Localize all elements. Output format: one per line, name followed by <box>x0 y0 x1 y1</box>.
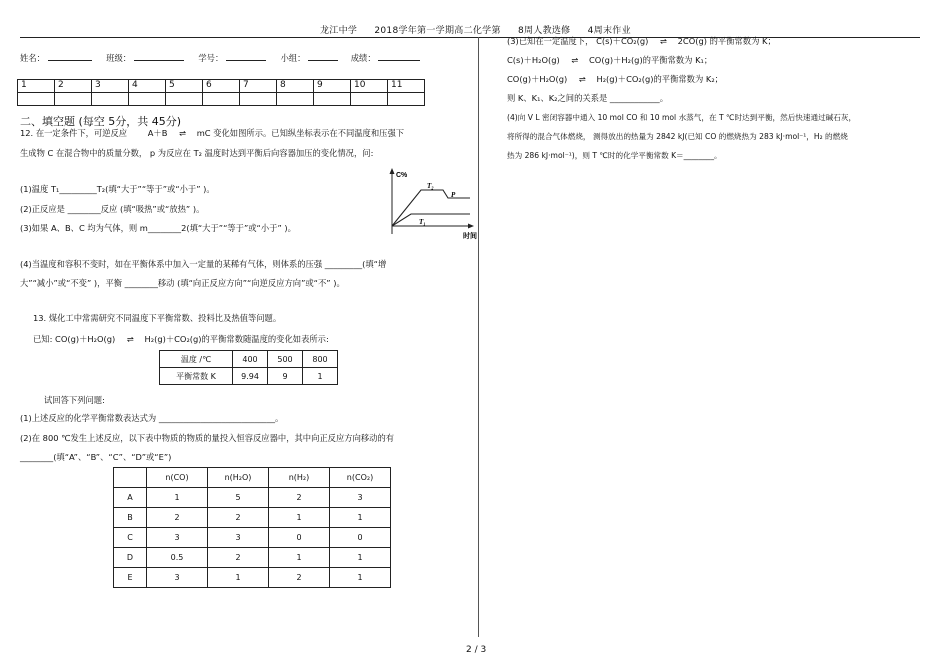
q12-graph <box>385 168 480 240</box>
table2-cell: 2 <box>208 548 269 568</box>
name-label: 姓名： <box>20 53 45 63</box>
p3-line4: 则 K、K₁、K₂之间的关系是 ____________。 <box>507 93 669 103</box>
table1-cell: 9.94 <box>233 368 268 385</box>
answer-cell[interactable] <box>18 93 55 106</box>
answer-cell[interactable] <box>92 93 129 106</box>
q13-table2 <box>113 467 391 588</box>
table2-cell: D <box>114 548 147 568</box>
grid-number: 2 <box>55 80 92 93</box>
answer-cell[interactable] <box>203 93 240 106</box>
header-rule <box>20 37 920 38</box>
grid-number: 5 <box>166 80 203 93</box>
answer-grid-answers <box>18 93 425 106</box>
table2-row <box>114 548 391 568</box>
equilibrium-arrow-icon: ⇌ <box>126 334 133 344</box>
grid-number: 3 <box>92 80 129 93</box>
q12-stem-a: 12. 在一定条件下，可逆反应 <box>20 128 128 138</box>
p3-line1-b: 2CO(g) 的平衡常数为 K； <box>677 36 776 46</box>
p3-line3-a: CO(g)＋H₂O(g) <box>507 74 568 84</box>
table2-cell: C <box>114 528 147 548</box>
table2-row <box>114 488 391 508</box>
table1-row-header: 温度 /℃ <box>160 351 233 368</box>
table2-cell: 1 <box>269 508 330 528</box>
grid-number: 7 <box>240 80 277 93</box>
table2-cell: E <box>114 568 147 588</box>
header-school: 龙江中学 <box>320 26 358 36</box>
p3-line2-a: C(s)＋H₂O(g) <box>507 55 560 65</box>
table2-row <box>114 508 391 528</box>
table2-cell: 0.5 <box>147 548 208 568</box>
graph-y-label: C% <box>396 172 408 179</box>
id-field[interactable] <box>226 60 266 61</box>
q13-part2-line1: (2)在 800 ℃发生上述反应，以下表中物质的物质的量投入恒容反应器中，其中向正反应方向移动的有 <box>20 433 395 443</box>
q12-stem-line1 <box>20 128 404 139</box>
answer-cell[interactable] <box>351 93 388 106</box>
table1-cell: 500 <box>268 351 303 368</box>
column-divider <box>478 37 479 637</box>
p3-line3 <box>507 74 723 85</box>
p4-line2: 将所得的混合气体燃烧， 测得放出的热量为 2842 kJ(已知 CO 的燃烧热为 283 kJ·mol⁻¹，H₂ 的燃烧 <box>507 132 848 141</box>
table2-cell: 5 <box>208 488 269 508</box>
table2-header: n(CO₂) <box>330 468 391 488</box>
answer-cell[interactable] <box>277 93 314 106</box>
equilibrium-arrow-icon: ⇌ <box>179 128 186 138</box>
q12-part4-line1: (4)当温度和容积不变时，如在平衡体系中加入一定量的某稀有气体，则体系的压强 _________(填“增 <box>20 259 387 269</box>
p4-line1: (4)向 V L 密闭容器中通入 10 mol CO 和 10 mol 水蒸气，在 T ℃时达到平衡，然后快速通过碱石灰， <box>507 113 857 122</box>
table2-header: n(H₂O) <box>208 468 269 488</box>
p3-line1 <box>507 36 776 47</box>
q13-known-b: H₂(g)＋CO₂(g)的平衡常数随温度的变化如表所示: <box>144 334 329 344</box>
q13-part2-line2: ________(填“A”、“B”、“C”、“D”或“E”) <box>20 452 172 462</box>
table2-cell: 1 <box>330 568 391 588</box>
table1-row-header: 平衡常数 K <box>160 368 233 385</box>
table2-cell: 0 <box>330 528 391 548</box>
header-week: 8周人教选修 <box>517 26 571 36</box>
grid-number: 9 <box>314 80 351 93</box>
table2-header: n(H₂) <box>269 468 330 488</box>
table2-row <box>114 528 391 548</box>
p3-line1-a: (3)已知在一定温度下， C(s)＋CO₂(g) <box>507 36 649 46</box>
q12-part4-line2: 大”“减小”或“不变” )，平衡 ________移动 (填“向正反应方向”“向逆反应方向”或“不” )。 <box>20 278 345 288</box>
q12-stem-line2: 生成物 C 在混合物中的质量分数， p 为反应在 T₂ 温度时达到平衡后向容器加压的变化情况，问: <box>20 148 374 158</box>
class-field[interactable] <box>134 60 184 61</box>
p3-line2 <box>507 55 712 66</box>
q13-known <box>33 334 329 345</box>
score-field[interactable] <box>378 60 420 61</box>
table2-row <box>114 568 391 588</box>
table2-cell: 1 <box>330 508 391 528</box>
student-info-row <box>20 53 420 64</box>
table2-cell: 3 <box>147 528 208 548</box>
table2-cell: 3 <box>330 488 391 508</box>
page-number: 2 / 3 <box>466 645 487 655</box>
group-label: 小组： <box>280 53 306 63</box>
class-label: 班级： <box>106 53 132 63</box>
q13-stem: 13. 煤化工中常需研究不同温度下平衡常数、投料比及热值等问题。 <box>33 313 282 323</box>
graph-p-label: P <box>451 191 456 199</box>
table1-row-k <box>160 368 338 385</box>
q12-stem-b: mC 变化如图所示。已知纵坐标表示在不同温度和压强下 <box>196 128 405 138</box>
score-label: 成绩： <box>350 53 376 63</box>
equilibrium-arrow-icon: ⇌ <box>578 74 585 84</box>
table2-cell: 2 <box>269 568 330 588</box>
q13-known-a: 已知: CO(g)＋H₂O(g) <box>33 334 116 344</box>
graph-t2-label: T₂ <box>427 182 434 190</box>
header-term: 2018学年第一学期高二化学第 <box>374 26 501 36</box>
section2-title: 二、填空题 (每空 5分，共 45分) <box>20 115 182 128</box>
p4-line3: 热为 286 kJ·mol⁻¹)，则 T ℃时的化学平衡常数 K＝________。 <box>507 151 722 160</box>
answer-cell[interactable] <box>55 93 92 106</box>
header-homework: 4周末作业 <box>587 26 631 36</box>
table1-cell: 800 <box>303 351 338 368</box>
grid-number: 6 <box>203 80 240 93</box>
answer-grid-numbers <box>18 80 425 93</box>
table2-cell: A <box>114 488 147 508</box>
graph-x-arrow-icon <box>468 224 474 229</box>
grid-number: 10 <box>351 80 388 93</box>
grid-number: 11 <box>388 80 425 93</box>
p3-line3-b: H₂(g)＋CO₂(g)的平衡常数为 K₂； <box>596 74 723 84</box>
table2-cell: 1 <box>269 548 330 568</box>
answer-grid <box>17 79 425 106</box>
equilibrium-arrow-icon: ⇌ <box>571 55 578 65</box>
table2-header-row <box>114 468 391 488</box>
curve-t1 <box>392 214 470 226</box>
table1-cell: 400 <box>233 351 268 368</box>
group-field[interactable] <box>308 60 338 61</box>
q12-part2: (2)正反应是 ________反应 (填“吸热”或“放热” )。 <box>20 204 205 214</box>
graph-x-label: 时间 <box>463 232 477 240</box>
q13-table1 <box>159 350 338 385</box>
q12-part3: (3)如果 A、B、C 均为气体，则 m________2(填“大于”“等于”或“小于” )。 <box>20 223 296 233</box>
q12-reaction: A＋B <box>147 128 168 138</box>
page-header <box>320 23 645 36</box>
name-field[interactable] <box>48 60 92 61</box>
table2-cell: 0 <box>269 528 330 548</box>
graph-y-arrow-icon <box>390 168 395 174</box>
q12-part1: (1)温度 T₁_________T₂(填“大于”“等于”或“小于” )。 <box>20 184 215 194</box>
grid-number: 8 <box>277 80 314 93</box>
table2-cell: 1 <box>208 568 269 588</box>
table1-cell: 1 <box>303 368 338 385</box>
p3-line2-b: CO(g)＋H₂(g)的平衡常数为 K₁； <box>589 55 713 65</box>
id-label: 学号： <box>198 53 224 63</box>
q13-part1: (1)上述反应的化学平衡常数表达式为 ____________________________。 <box>20 413 284 423</box>
table2-cell: 2 <box>269 488 330 508</box>
table2-cell: 2 <box>208 508 269 528</box>
table1-row-temp <box>160 351 338 368</box>
answer-cell[interactable] <box>129 93 166 106</box>
answer-cell[interactable] <box>166 93 203 106</box>
table2-cell: B <box>114 508 147 528</box>
table2-header: n(CO) <box>147 468 208 488</box>
answer-cell[interactable] <box>388 93 425 106</box>
equilibrium-arrow-icon: ⇌ <box>660 36 666 46</box>
table2-cell: 2 <box>147 508 208 528</box>
answer-cell[interactable] <box>314 93 351 106</box>
table2-header <box>114 468 147 488</box>
table2-cell: 1 <box>147 488 208 508</box>
answer-cell[interactable] <box>240 93 277 106</box>
table2-cell: 3 <box>147 568 208 588</box>
graph-t1-label: T₁ <box>419 218 426 226</box>
grid-number: 1 <box>18 80 55 93</box>
grid-number: 4 <box>129 80 166 93</box>
curve-t2 <box>392 190 470 226</box>
q13-answer-prompt: 试回答下列问题: <box>44 395 105 405</box>
table1-cell: 9 <box>268 368 303 385</box>
table2-cell: 3 <box>208 528 269 548</box>
table2-cell: 1 <box>330 548 391 568</box>
